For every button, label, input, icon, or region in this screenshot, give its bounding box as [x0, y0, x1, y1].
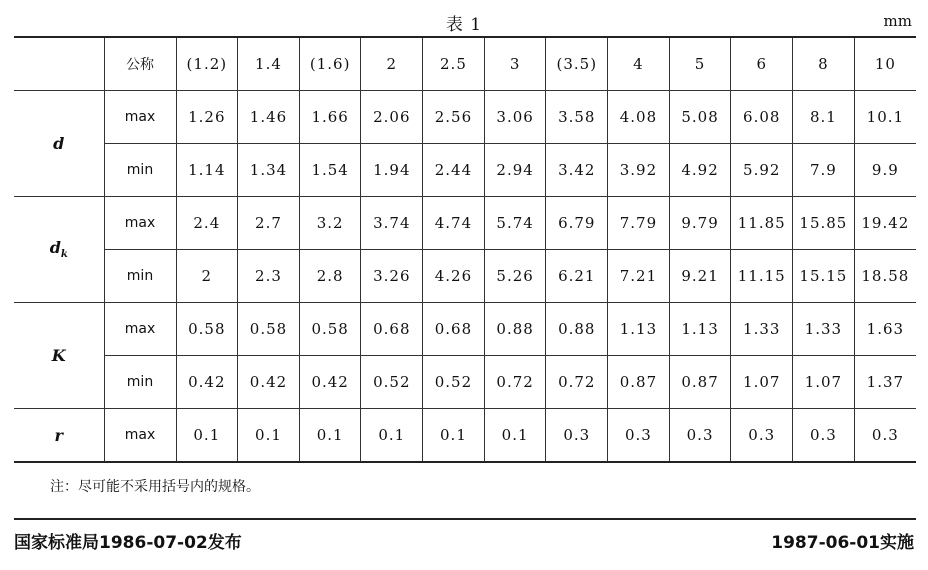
value-cell: 0.52	[361, 356, 423, 409]
header-row	[14, 37, 916, 91]
value-cell: 1.63	[854, 303, 916, 356]
corner-cell	[14, 37, 104, 91]
table-row	[14, 144, 916, 197]
symbol-text: r	[54, 425, 63, 445]
nominal-size-cell: 6	[731, 37, 793, 91]
effective-date: 1987-06-01实施	[771, 533, 914, 553]
issued-date: 国家标准局1986-07-02发布	[14, 533, 242, 553]
value-cell: 6.79	[546, 197, 608, 250]
footnote: 注：尽可能不采用括号内的规格。	[50, 479, 260, 495]
value-cell: 0.3	[731, 409, 793, 463]
symbol-subscript: k	[60, 249, 68, 261]
nominal-size-cell: 10	[854, 37, 916, 91]
value-cell: 7.21	[608, 250, 670, 303]
value-cell: 1.13	[669, 303, 731, 356]
value-cell: 2.4	[176, 197, 238, 250]
nominal-size-cell: 5	[669, 37, 731, 91]
parameter-symbol	[14, 303, 104, 409]
value-cell: 0.87	[608, 356, 670, 409]
value-cell: 9.9	[854, 144, 916, 197]
value-cell: 5.26	[484, 250, 546, 303]
value-cell: 8.1	[793, 91, 855, 144]
value-cell: 1.34	[238, 144, 300, 197]
value-cell: 0.1	[423, 409, 485, 463]
table-row	[14, 409, 916, 463]
footer-divider	[14, 518, 916, 520]
value-cell: 3.26	[361, 250, 423, 303]
value-cell: 0.52	[423, 356, 485, 409]
value-cell: 0.42	[176, 356, 238, 409]
value-cell: 15.15	[793, 250, 855, 303]
nominal-size-cell: 1.4	[238, 37, 300, 91]
nominal-size-cell: 3	[484, 37, 546, 91]
parameter-symbol	[14, 91, 104, 197]
value-cell: 2.3	[238, 250, 300, 303]
value-cell: 2.94	[484, 144, 546, 197]
value-cell: 11.85	[731, 197, 793, 250]
value-cell: 9.21	[669, 250, 731, 303]
value-cell: 2.7	[238, 197, 300, 250]
value-cell: 1.07	[793, 356, 855, 409]
nominal-size-cell: (1.6)	[299, 37, 361, 91]
value-cell: 0.88	[484, 303, 546, 356]
limit-label: max	[104, 91, 176, 144]
value-cell: 3.92	[608, 144, 670, 197]
value-cell: 0.42	[299, 356, 361, 409]
value-cell: 6.21	[546, 250, 608, 303]
value-cell: 1.14	[176, 144, 238, 197]
value-cell: 1.33	[731, 303, 793, 356]
value-cell: 0.3	[854, 409, 916, 463]
value-cell: 7.9	[793, 144, 855, 197]
value-cell: 0.87	[669, 356, 731, 409]
value-cell: 15.85	[793, 197, 855, 250]
table-row	[14, 303, 916, 356]
value-cell: 0.3	[669, 409, 731, 463]
value-cell: 0.3	[608, 409, 670, 463]
table-row	[14, 356, 916, 409]
nominal-size-cell: 2.5	[423, 37, 485, 91]
value-cell: 0.68	[361, 303, 423, 356]
value-cell: 3.2	[299, 197, 361, 250]
nominal-size-cell: 4	[608, 37, 670, 91]
value-cell: 2.44	[423, 144, 485, 197]
unit-label: mm	[883, 12, 912, 30]
value-cell: 1.13	[608, 303, 670, 356]
limit-label: min	[104, 250, 176, 303]
value-cell: 4.92	[669, 144, 731, 197]
value-cell: 10.1	[854, 91, 916, 144]
table-row	[14, 197, 916, 250]
value-cell: 4.74	[423, 197, 485, 250]
value-cell: 0.1	[361, 409, 423, 463]
limit-label: min	[104, 356, 176, 409]
limit-label: min	[104, 144, 176, 197]
value-cell: 0.3	[793, 409, 855, 463]
nominal-size-cell: 8	[793, 37, 855, 91]
value-cell: 6.08	[731, 91, 793, 144]
value-cell: 5.92	[731, 144, 793, 197]
value-cell: 0.1	[484, 409, 546, 463]
value-cell: 0.3	[546, 409, 608, 463]
value-cell: 1.33	[793, 303, 855, 356]
limit-label: max	[104, 409, 176, 463]
nominal-size-cell: (1.2)	[176, 37, 238, 91]
value-cell: 0.58	[176, 303, 238, 356]
value-cell: 0.68	[423, 303, 485, 356]
limit-label: max	[104, 303, 176, 356]
table-title: 表 1	[445, 15, 483, 35]
value-cell: 18.58	[854, 250, 916, 303]
value-cell: 11.15	[731, 250, 793, 303]
value-cell: 5.74	[484, 197, 546, 250]
table-row	[14, 250, 916, 303]
value-cell: 5.08	[669, 91, 731, 144]
value-cell: 0.42	[238, 356, 300, 409]
value-cell: 1.54	[299, 144, 361, 197]
limit-label: max	[104, 197, 176, 250]
value-cell: 4.08	[608, 91, 670, 144]
value-cell: 9.79	[669, 197, 731, 250]
value-cell: 0.1	[238, 409, 300, 463]
nominal-size-cell: (3.5)	[546, 37, 608, 91]
value-cell: 7.79	[608, 197, 670, 250]
value-cell: 0.88	[546, 303, 608, 356]
value-cell: 4.26	[423, 250, 485, 303]
symbol-text: d	[49, 238, 61, 258]
nominal-label: 公称	[104, 37, 176, 91]
parameter-symbol	[14, 409, 104, 463]
value-cell: 2	[176, 250, 238, 303]
dimension-table	[14, 36, 916, 463]
value-cell: 19.42	[854, 197, 916, 250]
symbol-text: d	[53, 134, 65, 153]
value-cell: 3.74	[361, 197, 423, 250]
value-cell: 3.06	[484, 91, 546, 144]
value-cell: 1.26	[176, 91, 238, 144]
parameter-symbol	[14, 197, 104, 303]
value-cell: 0.72	[484, 356, 546, 409]
value-cell: 1.66	[299, 91, 361, 144]
value-cell: 1.37	[854, 356, 916, 409]
symbol-text: K	[51, 346, 66, 365]
nominal-size-cell: 2	[361, 37, 423, 91]
value-cell: 2.56	[423, 91, 485, 144]
value-cell: 0.58	[238, 303, 300, 356]
value-cell: 3.42	[546, 144, 608, 197]
value-cell: 1.94	[361, 144, 423, 197]
dimension-table-body	[14, 37, 916, 462]
value-cell: 1.46	[238, 91, 300, 144]
value-cell: 0.1	[176, 409, 238, 463]
table-row	[14, 91, 916, 144]
value-cell: 2.06	[361, 91, 423, 144]
value-cell: 3.58	[546, 91, 608, 144]
value-cell: 0.1	[299, 409, 361, 463]
value-cell: 1.07	[731, 356, 793, 409]
value-cell: 0.58	[299, 303, 361, 356]
value-cell: 0.72	[546, 356, 608, 409]
value-cell: 2.8	[299, 250, 361, 303]
